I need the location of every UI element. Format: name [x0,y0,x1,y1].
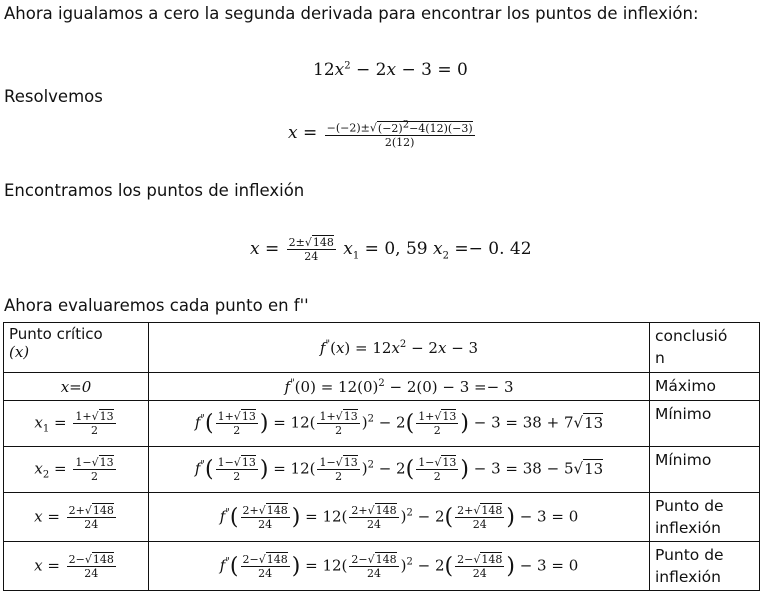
table-row [4,493,760,542]
table-row [4,373,760,401]
find-text: Encontramos los puntos de inflexión [4,181,305,200]
table-row [4,447,760,493]
header-function: $f^"(x) = 12x^2 - 2x - 3$ [149,323,650,373]
table-row [4,542,760,591]
row-point: x = $\frac{2+√148}{24}$ [4,493,149,542]
row-point: $x_1$ = $\frac{1+√13}{2}$ [4,401,149,447]
row-point: $x_2$ = $\frac{1-√13}{2}$ [4,447,149,493]
evaluate-text: Ahora evaluaremos cada punto en f'' [4,296,309,315]
table-header-row [4,323,760,373]
row-evaluation: f"( $\frac{2+√148}{24}$ ) = 12( $\frac{2+√148}{24}$ )$^2$ − 2( $\frac{2+√148}{24}$ ) − 3 = 0 [149,493,650,542]
row-conclusion: Punto de inflexión [650,493,760,542]
evaluation-table [3,322,760,591]
quadratic-formula: x = $\frac{-(-2)\pm√(-2)^2-4(12)(-3)}{2(12)}$ [288,119,473,149]
header-point: Punto crítico (x) [4,323,149,373]
header-conclusion: conclusió n [650,323,760,373]
row-point: x=0 [4,373,149,401]
row-conclusion: Mínimo [650,447,760,493]
row-evaluation: $f^"(0) = 12(0)^2 - 2(0) - 3 =- 3$ [149,373,650,401]
row-evaluation: f"( $\frac{1+√13}{2}$ ) = 12( $\frac{1+√13}{2}$ )$^2$ − 2( $\frac{1+√13}{2}$ ) − 3 = 38 + 7√13 [149,401,650,447]
row-conclusion: Punto de inflexión [650,542,760,591]
intro-text: Ahora igualamos a cero la segunda derivada para encontrar los puntos de inflexión: [4,4,699,23]
resolve-text: Resolvemos [4,87,103,106]
row-evaluation: f"( $\frac{2-√148}{24}$ ) = 12( $\frac{2-√148}{24}$ )$^2$ − 2( $\frac{2-√148}{24}$ ) − 3 = 0 [149,542,650,591]
table-row [4,401,760,447]
row-conclusion: Mínimo [650,401,760,447]
row-conclusion: Máximo [650,373,760,401]
row-point: x = $\frac{2-√148}{24}$ [4,542,149,591]
row-evaluation: f"( $\frac{1-√13}{2}$ ) = 12( $\frac{1-√13}{2}$ )$^2$ − 2( $\frac{1-√13}{2}$ ) − 3 = 38 − 5√13 [149,447,650,493]
roots-equation: x = $\frac{2\pm√148}{24}$ $x_1 = 0$, 59 $x_2 =- 0$. 42 [250,236,532,263]
second-derivative-equation: $12x^2 - 2x - 3 = 0$ [313,60,468,80]
